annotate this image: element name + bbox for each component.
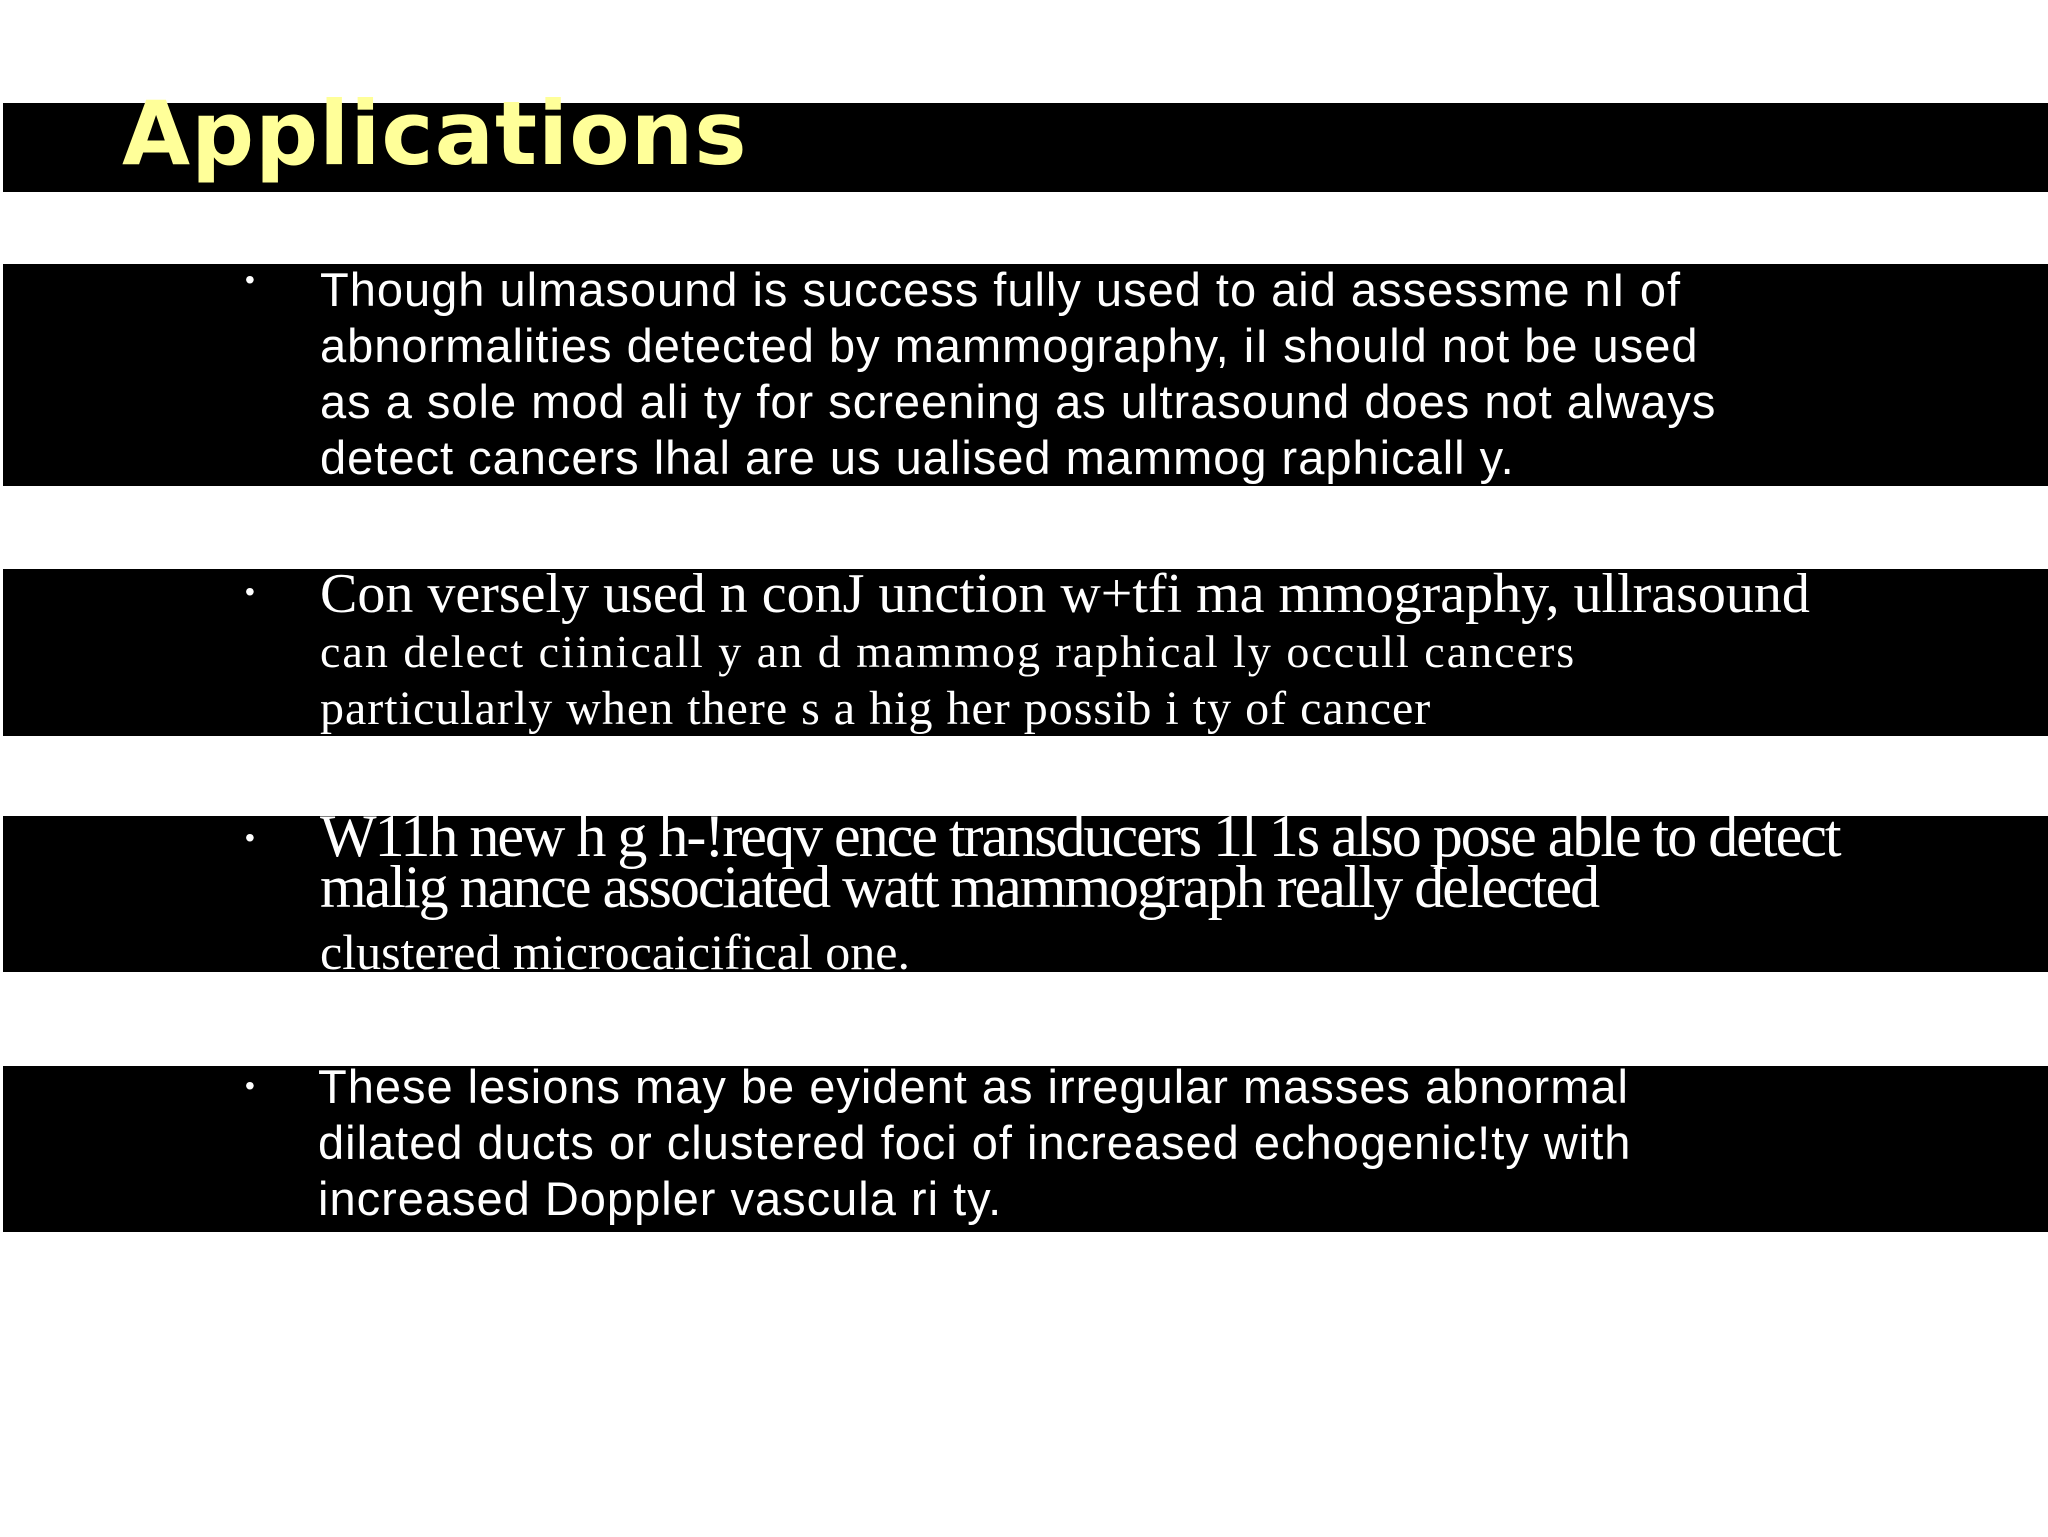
bullet-paragraph-2 — [320, 564, 1810, 738]
paragraph-line: increased Doppler vascula ri ty. — [318, 1172, 1003, 1225]
bullet-icon: • — [245, 1070, 255, 1101]
bullet-icon: • — [245, 576, 255, 607]
paragraph-line: Con versely used n conJ unction w+tfi ma mmography, ullrasound — [320, 563, 1810, 625]
paragraph-line: clustered microcaicifical one. — [320, 924, 910, 980]
paragraph-line: detect cancers lhal are us ualised mammog raphicall y. — [320, 431, 1515, 484]
paragraph-line: dilated ducts or clustered foci of increased echogenic!ty with — [318, 1116, 1632, 1169]
paragraph-line: can delect ciinicall y an d mammog raphical ly occull cancers — [320, 626, 1577, 677]
paragraph-line: abnormalities detected by mammography, iI should not be used — [320, 319, 1699, 372]
bullet-paragraph-3 — [320, 803, 1840, 996]
bullet-paragraph-1 — [320, 262, 1716, 486]
paragraph-line: Though ulmasound is success fully used to aid assessme nI of — [320, 263, 1682, 316]
paragraph-line: W11h new h g h-!reqv ence transducers 1l 1s also pose able to detect — [320, 803, 1840, 869]
slide-title: Applications — [122, 82, 748, 185]
paragraph-line: as a sole mod ali ty for screening as ultrasound does not always — [320, 375, 1717, 428]
bullet-paragraph-4 — [318, 1059, 1631, 1227]
paragraph-line: particularly when there s a hig her possib i ty of cancer — [320, 682, 1432, 735]
bullet-icon: • — [245, 264, 255, 295]
paragraph-line: These lesions may be eyident as irregular masses abnormal — [318, 1060, 1629, 1113]
paragraph-line: malig nance associated watt mammograph really delected — [320, 854, 1599, 920]
bullet-icon: • — [245, 822, 255, 853]
